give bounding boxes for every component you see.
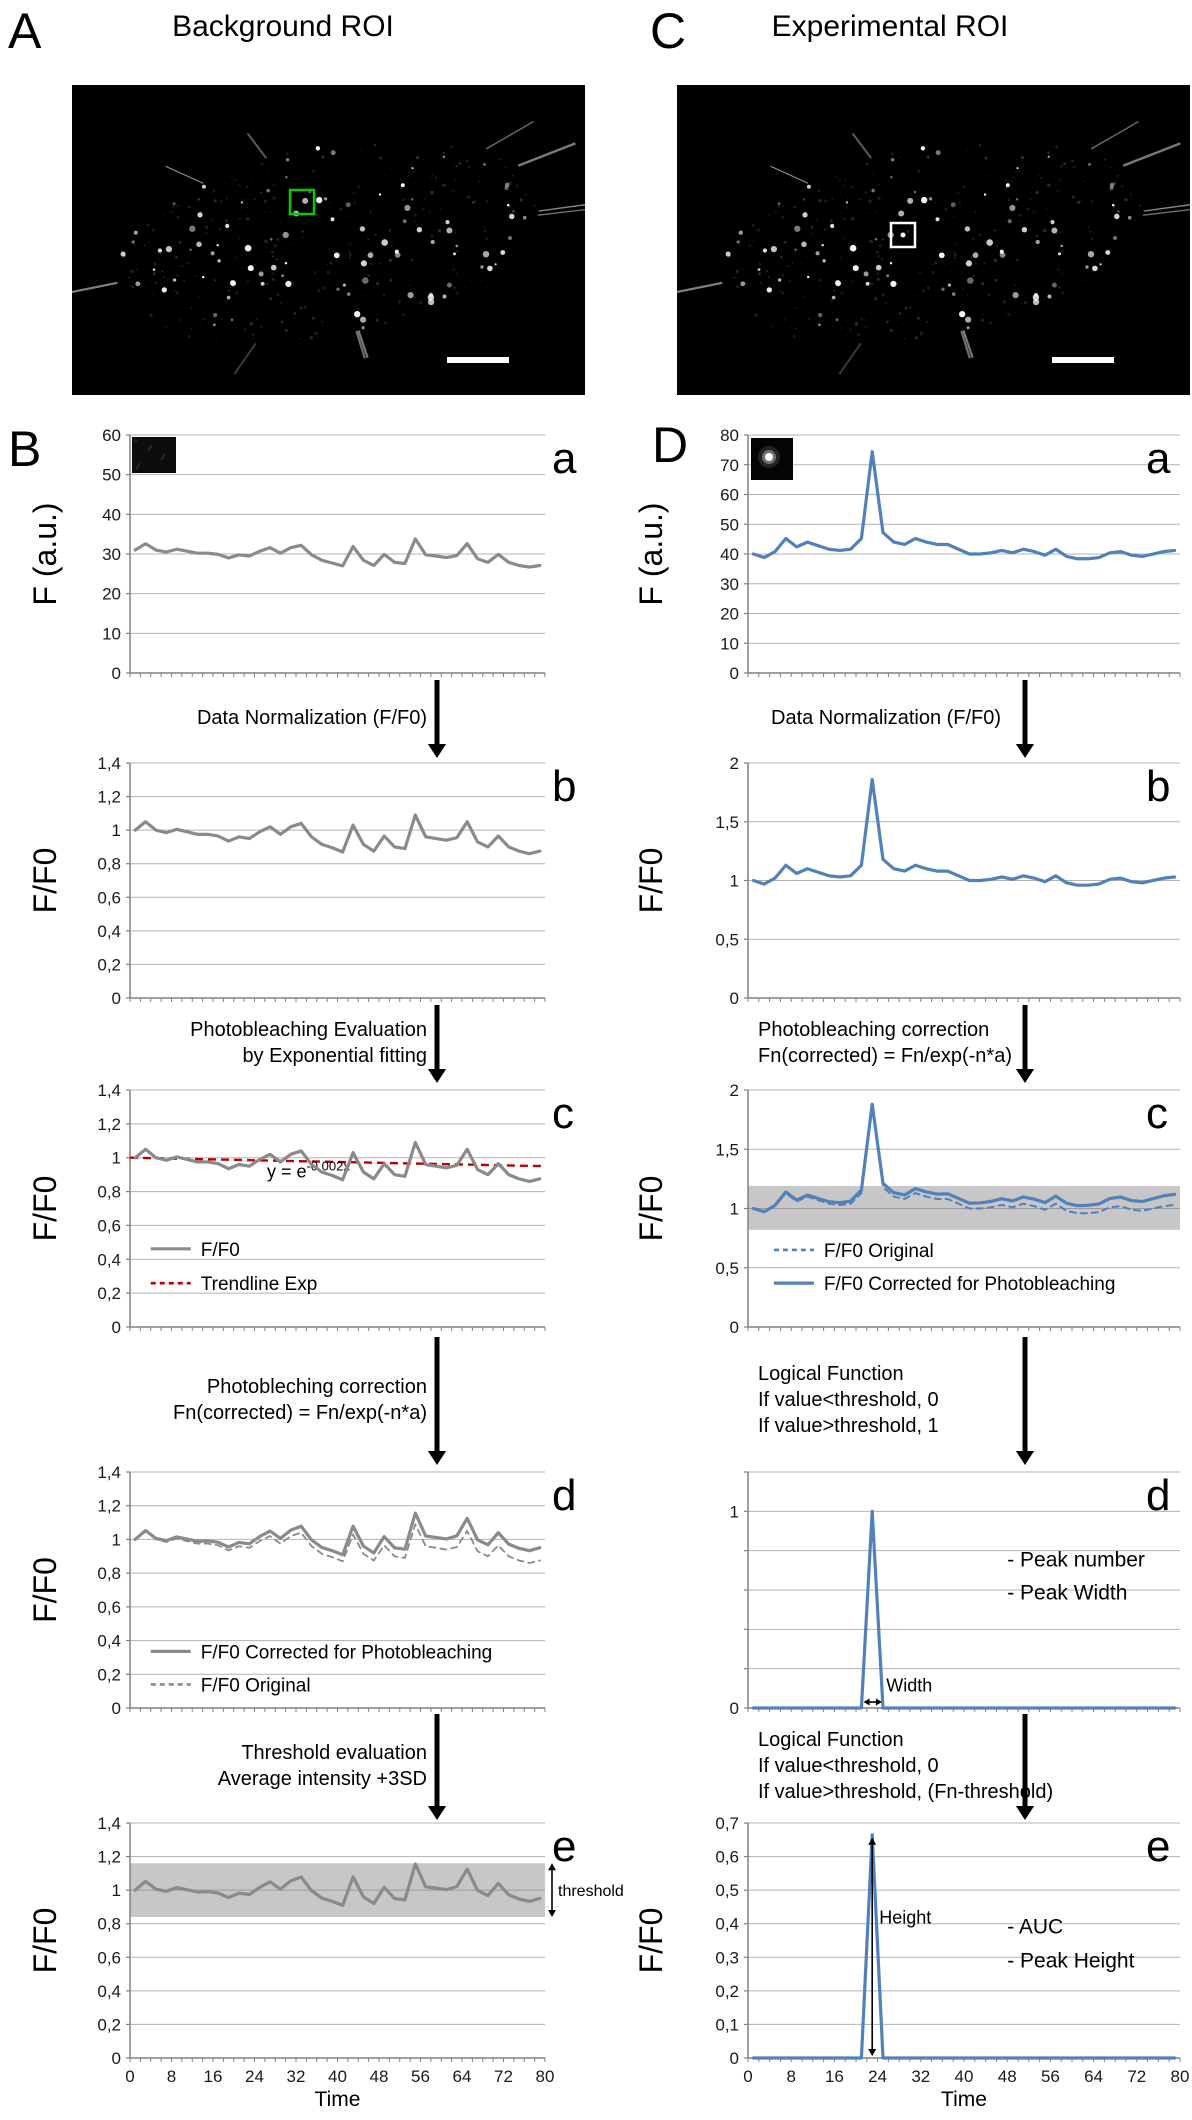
flow-step-text: Logical Function [758, 1729, 904, 1751]
chart-letter-B-d: d [552, 1471, 577, 1520]
y-tick-label: 0,8 [97, 1914, 121, 1934]
flow-arrow-head-icon [1016, 744, 1034, 758]
y-tick-label: 0,2 [97, 955, 121, 975]
x-tick-label: 80 [535, 2067, 555, 2086]
chart-letter-D-d: d [1146, 1471, 1171, 1520]
y-tick-label: 0,8 [97, 1564, 121, 1584]
y-tick-label: 0,8 [97, 854, 121, 874]
flow-arrow-head-icon [428, 1069, 446, 1083]
y-tick-label: 1,2 [97, 1847, 121, 1867]
legend-label: F/F0 Corrected for Photobleaching [200, 1642, 493, 1664]
x-tick-label: 0 [743, 2067, 753, 2086]
series-bg_orig [135, 815, 540, 854]
y-tick-label: 70 [720, 455, 739, 475]
flow-arrow-head-icon [1016, 1451, 1034, 1465]
annotation-note: - Peak Width [1007, 1581, 1128, 1605]
chart-B-c [27, 1081, 545, 1337]
flow-step-text: Photobleaching correction [758, 1019, 990, 1041]
y-tick-label: 50 [102, 465, 121, 485]
y-axis-title: F/F0 [633, 1175, 669, 1242]
chart-letter-B-e: e [552, 1822, 577, 1871]
flow-arrow-head-icon [1016, 1069, 1034, 1083]
chart-D-c [633, 1081, 1180, 1337]
chart-D-a [633, 426, 1180, 683]
y-tick-label: 0 [729, 664, 739, 683]
y-tick-label: 60 [102, 426, 121, 445]
y-tick-label: 30 [102, 545, 121, 564]
y-axis-title: F (a.u.) [27, 502, 63, 606]
annotation-note: - Peak Height [1007, 1949, 1135, 1973]
x-tick-label: 16 [203, 2067, 223, 2086]
y-tick-label: 0 [729, 989, 739, 1008]
x-tick-label: 0 [125, 2067, 135, 2086]
x-tick-label: 24 [868, 2067, 888, 2086]
height-marker-arrow-head-icon [868, 2049, 876, 2056]
flow-step-text: Average intensity +3SD [217, 1768, 427, 1790]
flow-step-text: by Exponential fitting [242, 1045, 427, 1067]
y-tick-label: 0,2 [97, 2015, 121, 2035]
chart-letter-D-c: c [1146, 1089, 1168, 1138]
y-tick-label: 0 [729, 1699, 739, 1718]
series-bg_F [135, 539, 540, 567]
chart-B-a [27, 426, 545, 683]
chart-B-b [27, 754, 545, 1008]
threshold-marker-arrow-head-icon [548, 1910, 556, 1917]
y-tick-label: 0,2 [715, 1981, 739, 2001]
chart-letter-B-a: a [552, 434, 577, 483]
y-tick-label: 0,4 [97, 1981, 121, 2001]
y-axis-title: F/F0 [633, 1907, 669, 1974]
y-tick-label: 20 [102, 584, 121, 604]
y-tick-label: 0,6 [97, 1216, 121, 1236]
flow-arrow-head-icon [1016, 1806, 1034, 1820]
y-tick-label: 10 [102, 624, 121, 644]
flow-step-text: If value<threshold, 0 [758, 1389, 939, 1411]
y-tick-label: 1,2 [97, 787, 121, 807]
chart-D-e [633, 1814, 1189, 2111]
legend-label: F/F0 Original [823, 1240, 934, 1262]
chart-B-d [27, 1463, 545, 1718]
inset-spot-icon [765, 453, 773, 461]
flow-step-text: Fn(corrected) = Fn/exp(-n*a) [173, 1402, 427, 1424]
y-tick-label: 0 [111, 1318, 121, 1337]
y-tick-label: 1,2 [97, 1114, 121, 1134]
panel-label-c: C [650, 3, 687, 59]
y-tick-label: 0,1 [715, 2015, 739, 2035]
y-tick-label: 1,4 [97, 1463, 121, 1482]
roi-inset-image [132, 437, 176, 473]
y-tick-label: 0,6 [97, 1948, 121, 1968]
legend-label: F/F0 [200, 1239, 240, 1261]
x-tick-label: 56 [411, 2067, 430, 2086]
x-tick-label: 8 [786, 2067, 796, 2086]
chart-letter-B-b: b [552, 762, 577, 811]
height-marker-arrow-head-icon [868, 1838, 876, 1845]
y-tick-label: 1 [729, 871, 739, 891]
y-axis-title: F/F0 [27, 1907, 63, 1974]
y-tick-label: 0,6 [97, 888, 121, 908]
flow-step-B2 [190, 1005, 446, 1083]
legend-label: Trendline Exp [200, 1274, 318, 1296]
y-tick-label: 1 [111, 1881, 121, 1901]
y-tick-label: 0,3 [715, 1948, 739, 1968]
chart-D-b [633, 754, 1180, 1008]
y-tick-label: 40 [102, 505, 121, 525]
y-tick-label: 1,4 [97, 754, 121, 773]
chart-D-d [730, 1472, 1180, 1718]
y-tick-label: 50 [720, 515, 739, 535]
width-annotation: Width [886, 1675, 933, 1696]
y-tick-label: 60 [720, 485, 739, 505]
x-tick-label: 72 [494, 2067, 513, 2086]
flow-step-text: If value<threshold, 0 [758, 1755, 939, 1777]
chart-letter-D-a: a [1146, 434, 1171, 483]
panel-title-experimental-roi: Experimental ROI [771, 10, 1009, 43]
y-tick-label: 2 [729, 1081, 739, 1100]
flow-step-text: If value>threshold, (Fn-threshold) [758, 1781, 1054, 1803]
y-tick-label: 30 [720, 574, 739, 594]
x-tick-label: 16 [824, 2067, 844, 2086]
y-tick-label: 0,5 [715, 1258, 739, 1278]
y-tick-label: 1 [111, 1530, 121, 1550]
x-tick-label: 80 [1170, 2067, 1190, 2086]
x-tick-label: 32 [286, 2067, 306, 2086]
y-tick-label: 0 [111, 2049, 121, 2068]
flow-step-text: Photobleaching Evaluation [190, 1019, 427, 1041]
y-tick-label: 0,2 [97, 1665, 121, 1685]
flow-step-D1 [771, 680, 1034, 758]
y-tick-label: 1 [111, 1148, 121, 1168]
flow-arrow-head-icon [428, 1806, 446, 1820]
panel-label-d: D [652, 417, 689, 473]
y-tick-label: 1 [729, 1502, 739, 1522]
x-tick-label: 40 [954, 2067, 974, 2086]
chart-letter-B-c: c [552, 1089, 574, 1138]
inset-noise-dot [163, 454, 165, 456]
flow-step-D2 [758, 1005, 1034, 1083]
flow-step-text: Photobleching correction [206, 1376, 427, 1398]
y-tick-label: 0,2 [97, 1284, 121, 1304]
x-axis-title: Time [941, 2088, 987, 2111]
flow-step-B4 [218, 1714, 446, 1820]
y-tick-label: 1,4 [97, 1814, 121, 1833]
x-tick-label: 64 [452, 2067, 472, 2086]
series-logic [753, 1511, 1174, 1708]
flow-step-text: Threshold evaluation [241, 1742, 427, 1764]
y-tick-label: 80 [720, 426, 739, 445]
inset-noise-dot [135, 440, 137, 442]
y-tick-label: 40 [720, 545, 739, 564]
y-tick-label: 0,6 [97, 1597, 121, 1617]
y-tick-label: 0 [729, 2049, 739, 2068]
y-axis-title: F/F0 [27, 1557, 63, 1623]
x-tick-label: 40 [328, 2067, 347, 2086]
y-axis-title: F/F0 [633, 847, 669, 914]
annotation-note: - AUC [1007, 1915, 1064, 1939]
y-axis-title: F (a.u.) [633, 502, 669, 606]
x-tick-label: 32 [911, 2067, 931, 2086]
y-tick-label: 1,5 [715, 812, 739, 832]
y-tick-label: 0 [111, 664, 121, 683]
panel-label-b: B [8, 421, 42, 477]
y-tick-label: 0 [729, 1318, 739, 1337]
x-tick-label: 24 [245, 2067, 264, 2086]
x-tick-label: 48 [997, 2067, 1017, 2086]
flow-step-D4 [758, 1714, 1053, 1820]
series-bg_orig [135, 1524, 540, 1563]
y-axis-title: F/F0 [27, 1175, 63, 1242]
legend-label: F/F0 Corrected for Photobleaching [823, 1274, 1116, 1296]
y-tick-label: 0 [111, 1699, 121, 1718]
legend-label: F/F0 Original [200, 1675, 311, 1697]
flow-step-text: Data Normalization (F/F0) [771, 707, 1002, 729]
flow-step-text: Fn(corrected) = Fn/exp(-n*a) [758, 1045, 1012, 1067]
chart-letter-D-b: b [1146, 762, 1171, 811]
x-tick-label: 8 [166, 2067, 177, 2086]
y-tick-label: 0,4 [97, 1250, 121, 1270]
series-exp_orig [753, 779, 1174, 885]
y-tick-label: 0,5 [715, 1881, 739, 1901]
y-tick-label: 0,4 [715, 1914, 739, 1934]
x-tick-label: 72 [1127, 2067, 1147, 2086]
y-tick-label: 0,4 [97, 1631, 121, 1651]
chart-B-e [27, 1814, 624, 2111]
trendline-formula: $y = e^{-0,002x}$ [266, 1158, 350, 1182]
chart-letter-D-e: e [1146, 1822, 1171, 1871]
height-annotation: Height [879, 1907, 932, 1928]
y-tick-label: 1,5 [715, 1140, 739, 1160]
panel-label-a: A [8, 3, 42, 59]
y-tick-label: 1,2 [97, 1496, 121, 1516]
x-tick-label: 48 [369, 2067, 389, 2086]
y-axis-title: F/F0 [27, 847, 63, 914]
y-tick-label: 10 [720, 634, 739, 654]
flow-step-text: Logical Function [758, 1363, 904, 1385]
flow-step-B3 [173, 1337, 446, 1465]
flow-step-D3 [758, 1337, 1034, 1465]
y-tick-label: 20 [720, 604, 739, 624]
y-tick-label: 1,4 [97, 1081, 121, 1100]
width-marker-arrow-head-icon [864, 1699, 870, 1706]
y-tick-label: 0,8 [97, 1182, 121, 1202]
y-tick-label: 0,4 [97, 921, 121, 941]
flow-step-text: If value>threshold, 1 [758, 1415, 939, 1437]
y-tick-label: 1 [111, 821, 121, 841]
y-tick-label: 0,7 [715, 1814, 739, 1833]
flow-arrow-head-icon [428, 1451, 446, 1465]
threshold-band [748, 1186, 1180, 1230]
inset-noise-dot [138, 463, 140, 465]
series-bg_corr [135, 1513, 540, 1555]
flow-step-B1 [197, 680, 446, 758]
y-tick-label: 0 [111, 989, 121, 1008]
y-tick-label: 1 [729, 1199, 739, 1219]
x-axis-title: Time [314, 2088, 361, 2111]
flow-step-text: Data Normalization (F/F0) [196, 707, 427, 729]
series-exp_F [753, 452, 1174, 559]
annotation-note: - Peak number [1007, 1548, 1145, 1572]
flow-arrow-head-icon [428, 744, 446, 758]
y-tick-label: 2 [729, 754, 739, 773]
x-tick-label: 64 [1084, 2067, 1104, 2086]
inset-noise-dot [150, 445, 152, 447]
y-tick-label: 0,5 [715, 930, 739, 950]
x-tick-label: 56 [1040, 2067, 1060, 2086]
y-tick-label: 0,6 [715, 1847, 739, 1867]
panel-title-background-roi: Background ROI [172, 10, 394, 43]
threshold-annotation: threshold [558, 1883, 624, 1901]
